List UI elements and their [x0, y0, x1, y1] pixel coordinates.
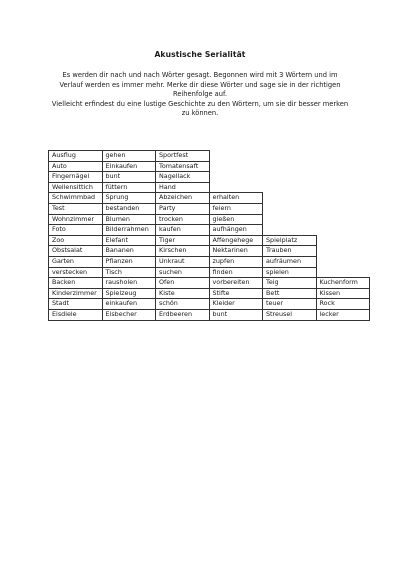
table-cell: Blumen: [102, 214, 156, 225]
table-cell: Ofen: [156, 278, 210, 289]
table-cell: Sportfest: [156, 151, 210, 162]
table-cell: Foto: [49, 225, 103, 236]
table-cell: Erdbeeren: [156, 309, 210, 320]
empty-cell: [316, 256, 370, 267]
table-cell: kaufen: [156, 225, 210, 236]
table-cell: Elefant: [102, 235, 156, 246]
table-cell: Wohnzimmer: [49, 214, 103, 225]
table-cell: Abzeichen: [156, 193, 210, 204]
instructions: [50, 71, 350, 119]
table-cell: Schwimmbad: [49, 193, 103, 204]
table-cell: Tisch: [102, 267, 156, 278]
table-row: [49, 172, 370, 183]
table-cell: spielen: [263, 267, 317, 278]
table-cell: Kiste: [156, 288, 210, 299]
table-row: [49, 151, 370, 162]
empty-cell: [316, 203, 370, 214]
empty-cell: [209, 172, 263, 183]
table-cell: feiern: [209, 203, 263, 214]
table-cell: Kinderzimmer: [49, 288, 103, 299]
table-row: [49, 203, 370, 214]
table-row: [49, 299, 370, 310]
empty-cell: [263, 225, 317, 236]
table-cell: Teig: [263, 278, 317, 289]
empty-cell: [209, 182, 263, 193]
table-cell: finden: [209, 267, 263, 278]
table-row: [49, 246, 370, 257]
table-cell: gehen: [102, 151, 156, 162]
table-cell: Kissen: [316, 288, 370, 299]
table-cell: aufhängen: [209, 225, 263, 236]
table-cell: Kleider: [209, 299, 263, 310]
table-cell: einkaufen: [102, 299, 156, 310]
table-cell: Trauben: [263, 246, 317, 257]
empty-cell: [263, 172, 317, 183]
table-cell: gießen: [209, 214, 263, 225]
empty-cell: [316, 246, 370, 257]
table-cell: rausholen: [102, 278, 156, 289]
table-cell: bunt: [102, 172, 156, 183]
empty-cell: [316, 267, 370, 278]
empty-cell: [316, 193, 370, 204]
table-cell: Ausflug: [49, 151, 103, 162]
table-cell: Unkraut: [156, 256, 210, 267]
table-cell: Nagellack: [156, 172, 210, 183]
table-cell: Fingernägel: [49, 172, 103, 183]
table-row: [49, 182, 370, 193]
empty-cell: [209, 151, 263, 162]
table-cell: Zoo: [49, 235, 103, 246]
table-cell: Bilderrahmen: [102, 225, 156, 236]
table-cell: Party: [156, 203, 210, 214]
table-cell: Auto: [49, 161, 103, 172]
table-cell: Tomatensaft: [156, 161, 210, 172]
table-cell: Kuchenform: [316, 278, 370, 289]
table-row: [49, 193, 370, 204]
table-cell: Stadt: [49, 299, 103, 310]
table-row: [49, 309, 370, 320]
empty-cell: [316, 161, 370, 172]
table-cell: Pflanzen: [102, 256, 156, 267]
word-table: [48, 150, 370, 321]
instructions-paragraph-2: Vielleicht erfindest du eine lustige Geschichte zu den Wörtern, um sie dir besser merken zu können.: [51, 99, 349, 118]
table-cell: teuer: [263, 299, 317, 310]
table-cell: Rock: [316, 299, 370, 310]
table-cell: Eisbecher: [102, 309, 156, 320]
word-table-body: [49, 151, 370, 321]
table-cell: Bananen: [102, 246, 156, 257]
table-cell: Affengehege: [209, 235, 263, 246]
table-cell: zupfen: [209, 256, 263, 267]
table-row: [49, 256, 370, 267]
table-row: [49, 288, 370, 299]
table-row: [49, 267, 370, 278]
table-cell: suchen: [156, 267, 210, 278]
table-row: [49, 214, 370, 225]
table-cell: lecker: [316, 309, 370, 320]
table-cell: bunt: [209, 309, 263, 320]
table-cell: Einkaufen: [102, 161, 156, 172]
table-cell: Eisdiele: [49, 309, 103, 320]
table-cell: Sprung: [102, 193, 156, 204]
table-cell: Garten: [49, 256, 103, 267]
table-cell: Bett: [263, 288, 317, 299]
table-cell: Obstsalat: [49, 246, 103, 257]
table-cell: Streusel: [263, 309, 317, 320]
table-cell: Kirschen: [156, 246, 210, 257]
table-cell: bestanden: [102, 203, 156, 214]
table-cell: Tiger: [156, 235, 210, 246]
empty-cell: [316, 225, 370, 236]
table-cell: Backen: [49, 278, 103, 289]
table-row: [49, 161, 370, 172]
empty-cell: [263, 203, 317, 214]
table-cell: Wellensittich: [49, 182, 103, 193]
table-cell: Spielplatz: [263, 235, 317, 246]
empty-cell: [263, 161, 317, 172]
table-cell: füttern: [102, 182, 156, 193]
table-cell: Nektarinen: [209, 246, 263, 257]
table-cell: Spielzeug: [102, 288, 156, 299]
empty-cell: [316, 182, 370, 193]
table-cell: trocken: [156, 214, 210, 225]
table-cell: Stifte: [209, 288, 263, 299]
empty-cell: [263, 193, 317, 204]
table-row: [49, 278, 370, 289]
empty-cell: [316, 172, 370, 183]
table-cell: schön: [156, 299, 210, 310]
empty-cell: [316, 235, 370, 246]
table-row: [49, 225, 370, 236]
page-title: Akustische Serialität: [154, 50, 246, 59]
empty-cell: [263, 214, 317, 225]
empty-cell: [263, 151, 317, 162]
table-cell: Hand: [156, 182, 210, 193]
table-row: [49, 235, 370, 246]
empty-cell: [209, 161, 263, 172]
table-cell: vorbereiten: [209, 278, 263, 289]
table-cell: verstecken: [49, 267, 103, 278]
table-cell: erhalten: [209, 193, 263, 204]
table-cell: aufräumen: [263, 256, 317, 267]
table-cell: Test: [49, 203, 103, 214]
instructions-paragraph-1: Es werden dir nach und nach Wörter gesagt. Begonnen wird mit 3 Wörtern und im Verlauf werden es immer mehr. Merke dir diese Wörter und sage sie in der richtigen Reihenfolge auf.: [59, 71, 341, 99]
empty-cell: [316, 151, 370, 162]
empty-cell: [263, 182, 317, 193]
empty-cell: [316, 214, 370, 225]
